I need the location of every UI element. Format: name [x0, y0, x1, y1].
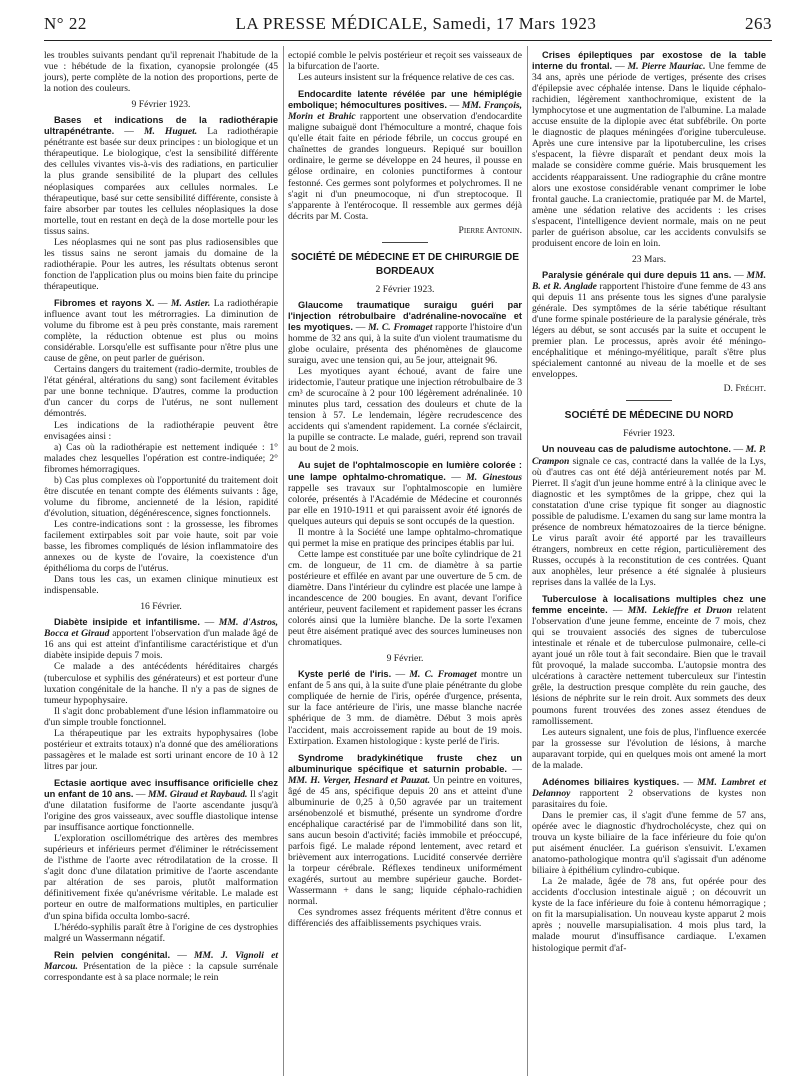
paragraph: Ce malade a des antécédents héréditaires chargés (tuberculose et syphilis des générateurs) et est porteur d'une luxation congénitale de la hanche. Il n'y a pas de signes de tumeur hypophysaire.	[44, 661, 278, 706]
paragraph: Les myotiques ayant échoué, avant de faire une iridectomie, l'auteur pratique une injection rétrobulbaire de 3 cm³ de scurocaïne à 2 pour 100 légèrement adrénalinée. 10 minutes plus tard, cessation des douleurs et chute de la tension à 57. Le lendemain, légère recrudescence des accidents qui s'amendent rapidement. La cornée s'éclaircit, la pupille se contracte. Le malade, guéri, reprend son travail au bout de 2 mois.	[288, 366, 522, 455]
paragraph: Les contre-indications sont : la grossesse, les fibromes facilement extirpables soit par voie haute, soit par voie basse, les fibromes compliqués de lésion inflammatoire des annexes ou de kyste de l'ovaire, la coexistence d'un épithélioma du corps de l'utérus.	[44, 518, 278, 575]
session-date: 9 Février 1923.	[131, 99, 191, 111]
article-title: Paralysie générale qui dure depuis 11 ans.	[542, 269, 732, 280]
paragraph: Ces syndromes assez fréquents méritent d'être connus et différenciés des affaiblissements psychiques vrais.	[288, 907, 522, 930]
article: Crises épileptiques par exostose de la table interne du frontal. — M. Pierre Mauriac. Une femme de 34 ans, après une période de vertiges, présente des crises d'épilepsie avec céphalée intense. Dans le liquide céphalo-rachidien, légèrement xanthochromique, existent de la lymphocytose et une augmentation de l'albumine. La malade accuse ensuite de la diplopie avec état subfébrile. On porte le diagnostic de plaques méningées d'origine tuberculeuse. Après une cure intensive par la lipotuberculine, les crises s'espacent, la fièvre disparaît et pendant deux mois la malade se considère comme guérie. Mais brusquement les accidents réapparaissent. Une radiographie du crâne montre alors une exostose considérable venant comprimer le lobe frontal gauche. La craniectomie, pratiquée par M. de Martel, amène une sédation relative des accidents : les crises s'espacent, l'intelligence devient normale, mais on ne peut parler de guérison absolue, car les accidents convulsifs se produisent encore de loin en loin.	[532, 50, 767, 249]
column-divider	[283, 46, 284, 1076]
article-author: M. Pierre Mauriac.	[627, 61, 706, 73]
article-title: Crises épileptiques par exostose de la table interne du frontal.	[532, 50, 766, 72]
article: Glaucome traumatique suraigu guéri par l'injection rétrobulbaire d'adrénaline-novocaïne et les myotiques. — M. C. Fromaget rapporte l'histoire d'un homme de 32 ans qui, à la suite d'un violent traumatisme du globe oculaire, présenta des phénomènes de glaucome suraigu, avec une tension qui, au 5e jour, atteignait 96.	[288, 299, 522, 367]
article-text: Présentation de la pièce : la capsule surrénale correspondante est à sa place normale; le rein	[44, 960, 278, 983]
paragraph: Dans le premier cas, il s'agit d'une femme de 57 ans, opérée avec le diagnostic d'hydrocholécyste, chez qui on trouva un kyste biliaire de la face inférieure du foie qu'on put aisément énucléer. La guérison s'ensuivit. L'examen anatomo-pathologique montra qu'il s'agissait d'un adénome biliaire à épithélium cylindro-cubique.	[532, 809, 766, 877]
article-text: rapportent 2 observations de kystes non parasitaires du foie.	[532, 787, 766, 810]
article: Au sujet de l'ophtalmoscopie en lumière colorée : une lampe ophtalmo-chromatique. — M. Ginestous rappelle ses travaux sur l'ophtalmoscopie en lumière colorée, présentés à l'Académie de Médecine et couronnés par elle en 1910-1911 et qui paraissent avoir été ignorés de quelques auteurs qui depuis se sont occupés de la question.	[288, 460, 523, 527]
article-author: M. Huguet.	[143, 126, 198, 138]
paragraph: Les auteurs insistent sur la fréquence relative de ces cas.	[298, 72, 515, 84]
article-title: Endocardite latente révélée par une hémiplégie embolique; hémocultures positives.	[288, 89, 522, 111]
article: Endocardite latente révélée par une hémiplégie embolique; hémocultures positives. — MM. François, Morin et Brahic rapportent une observation d'endocardite maligne subaiguë dont l'hémoculture a montré, chaque fois qu'elle était faite en période fébrile, un coccus groupé en chaînettes de grandes longueurs. Repiqué sur bouillon ordinaire, le germe se développe en 24 heures, il pousse en gélose ordinaire, en colonies punctiformes à contour festonné. Ces germes sont polyformes et polychromes. Il ne s'agit ni d'un pneumocoque, ni d'un streptocoque. Il s'apparente à l'entérocoque. Il ressemble aux germes déjà décrits par M. Costa.	[288, 89, 522, 222]
article-author: MM. François, Morin et Brahic	[288, 100, 522, 123]
article-text: relatent l'observation d'une jeune femme, enceinte de 7 mois, chez qui se trouvaient associés des signes de tuberculose intestinale et rénale et de tuberculose pulmonaire, celle-ci ayant joué un rôle tout à fait secondaire. Bien que le travail fût provoqué, la malade succomba. L'autopsie montra des ulcérations à caractère nettement tuberculeux sur l'intestin grêle, la destruction presque complète du rein gauche, des lésions de néphrite sur le rein droit. Aux sommets des deux poumons furent trouvées des zones assez étendues de ramollissement.	[532, 605, 766, 727]
paragraph: Les néoplasmes qui ne sont pas plus radiosensibles que les tissus sains ne seront jamais du domaine de la radiothérapie. Pour les autres, les résultats obtenus seront fonction de l'application plus ou moins bien faite du principe thérapeutique.	[44, 236, 278, 292]
paragraph: La 2e malade, âgée de 78 ans, fut opérée pour des accidents d'occlusion intestinale aiguë ; on découvrit un kyste de la face inférieure du foie à contenu hémorragique ; on fit la marsupialisation. Un nouveau kyste apparut 2 mois après ; nouvelle marsupialisation. 4 mois plus tard, la malade mourut d'insuffisance cardiaque. L'examen histologique permit d'af-	[532, 876, 766, 954]
article-author: M. P. Crampon	[532, 444, 766, 467]
article-title: Glaucome traumatique suraigu guéri par l'injection rétrobulbaire d'adrénaline-novocaïne et les myotiques.	[288, 299, 522, 332]
article-text: Une femme de 34 ans, après une période de vertiges, présente des crises d'épilepsie avec céphalée intense. Dans le liquide céphalo-rachidien, légèrement xanthochromique, existent de la lymphocytose et une augmentation de l'albumine. La malade accuse ensuite de la diplopie avec état subfébrile. On porte le diagnostic de plaques méningées d'origine tuberculeuse. Après une cure intensive par la lipotuberculine, les crises s'espacent, la fièvre disparaît et pendant deux mois la malade se considère comme guérie. Mais brusquement les accidents réapparaissent. Une radiographie du crâne montre alors une exostose considérable venant comprimer le lobe frontal gauche. La craniectomie, pratiquée par M. de Martel, amène une sédation relative des accidents : les crises s'espacent, l'intelligence devient normale, mais on ne peut parler de guérison absolue, car les accidents convulsifs se produisent encore de loin en loin.	[532, 61, 767, 249]
paragraph: les troubles suivants pendant qu'il reprenait l'habitude de la vue : hébétude de la fixation, cyanopsie prolongée (45 jours), perte complète de la notion des proportions, perte de la notion des couleurs.	[44, 50, 278, 95]
article-text: rapportent une observation d'endocardite maligne subaiguë dont l'hémoculture a montré, chaque fois qu'elle était faite en période fébrile, un coccus groupé en chaînettes de grandes longueurs. Repiqué sur bouillon ordinaire, le germe se développe en 24 heures, il pousse en gélose ordinaire, en colonies punctiformes à contour festonné. Ces germes sont polyformes et polychromes. Il ne s'agit ni d'un pneumocoque, ni d'un streptocoque. Il s'apparente à l'entérocoque. Il ressemble aux germes déjà décrits par M. Costa.	[288, 111, 522, 222]
article-author: MM. J. Vignoli et Marcou.	[44, 949, 279, 972]
paragraph: Les indications de la radiothérapie peuvent être envisagées ainsi :	[44, 419, 278, 442]
signature: Pierre Antonin.	[458, 224, 522, 236]
paragraph: L'hérédo-syphilis paraît être à l'origine de ces dystrophies malgré un Wassermann négatif.	[44, 921, 278, 944]
issue-number: N° 22	[44, 14, 87, 33]
article-author: MM. Lambret et Delannoy	[532, 776, 766, 799]
article-author: M. Ginestous	[466, 471, 523, 483]
article: Kyste perlé de l'iris. — M. C. Fromaget montre un enfant de 5 ans qui, à la suite d'une plaie pénétrante du globe compliquée de hernie de l'iris, opérée d'urgence, présenta, sur la face antérieure de l'iris, une masse blanche nacrée sphérique de 3 mm. de diamètre. Début 3 mois après l'accident, mais accroissement rapide au bout de 19 mois. Extirpation. Examen histologique : kyste perlé de l'iris.	[288, 669, 523, 747]
article: Fibromes et rayons X. — M. Astier. La radiothérapie influence avant tout les métrorragies. La diminution de volume du fibrome est à peu près constante, mais rarement complète, la réduction obtenue est plus ou moins considérable. Lorsqu'elle est suffisante pour n'être plus une cause de gêne, on peut parler de guérison.	[44, 297, 278, 365]
article-author: M. Astier.	[170, 297, 211, 309]
article-text: montre un enfant de 5 ans qui, à la suite d'une plaie pénétrante du globe compliquée de hernie de l'iris, opérée d'urgence, présenta, sur la face antérieure de l'iris, une masse blanche nacrée sphérique de 3 mm. de diamètre. Début 3 mois après l'accident, mais accroissement rapide au bout de 19 mois. Extirpation. Examen histologique : kyste perlé de l'iris.	[288, 669, 523, 747]
page-number: 263	[745, 14, 772, 33]
article-text: Un peintre en voitures, âgé de 45 ans, spécifique depuis 20 ans et atteint d'une albuminurie de 0,25 à 0,50 agravée par un traitement arsénobenzolé et bismuthé, présente un syndrome d'ordre encéphalique caractérisé par de l'immobilité dans son lit, sans aucun besoin d'activité; faciès immobile et préoccupé, parfois figé. Le malade répond lentement, avec retard et brièvement aux interrogations. Lucidité conservée derrière la torpeur cérébrale. Réflexes tendineux uniformément exagérés, surtout au membre supérieur gauche. Bordet-Wassermann + dans le sang; liquide céphalo-rachidien normal.	[288, 774, 522, 908]
article-author: MM. H. Verger, Hesnard et Pauzat.	[288, 774, 430, 786]
paragraph: Cette lampe est constituée par une boîte cylindrique de 21 cm. de longueur, de 11 cm. de diamètre à sa partie postérieure et effilée en avant par une ouverture de 5 cm. de diamètre. Dans l'intérieur du cylindre est placée une lampe à incandescence de 200 bougies. En avant, devant l'orifice antérieur, peuvent facilement et rapidement passer les écrans colorés ainsi que la lumière blanche. De la sorte l'examen peut être aisément pratiqué avec des sources lumineuses non chromatiques.	[288, 548, 522, 649]
article: Adénomes biliaires kystiques. — MM. Lambret et Delannoy rapportent 2 observations de kystes non parasitaires du foie.	[532, 776, 766, 810]
signature: D. Frécht.	[723, 383, 766, 395]
article-title: Bases et indications de la radiothérapie ultrapénétrante.	[44, 115, 278, 137]
paragraph: Certains dangers du traitement (radio-dermite, troubles de l'état général, altérations du sang) sont facilement évitables par une bonne technique. D'autres, comme la production d'un cancer du corps de l'utérus, ne sont nullement démontrés.	[44, 364, 278, 420]
article-title: Syndrome bradykinétique fruste chez un albuminurique spécifique et saturnin probable.	[288, 752, 522, 774]
article-author: MM. B. et R. Anglade	[532, 269, 767, 292]
session-date: Février 1923.	[623, 428, 675, 440]
article-author: MM. d'Astros, Bocca et Giraud	[44, 617, 279, 640]
society-heading: SOCIÉTÉ DE MÉDECINE ET DE CHIRURGIE DE BORDEAUX	[290, 251, 520, 277]
page-header	[44, 14, 772, 38]
article-title: Ectasie aortique avec insuffisance orificielle chez un enfant de 10 ans.	[44, 777, 278, 799]
article-title: Adénomes biliaires kystiques.	[542, 776, 680, 787]
separator	[382, 242, 428, 243]
column-3	[532, 50, 766, 954]
article-title: Au sujet de l'ophtalmoscopie en lumière colorée : une lampe ophtalmo-chromatique.	[288, 460, 522, 482]
article-title: Un nouveau cas de paludisme autochtone.	[542, 444, 731, 455]
article-text: Il s'agit d'une dilatation fusiforme de l'aorte ascendante jusqu'à l'origine des gros vaisseaux, avec souffle diastolique intense par insuffisance aortique fonctionnelle.	[44, 789, 279, 834]
column-2	[288, 50, 522, 929]
session-date: 2 Février 1923.	[375, 283, 435, 295]
article-text: rappelle ses travaux sur l'ophtalmoscopie en lumière colorée, présentés à l'Académie de Médecine et couronnés par elle en 1910-1911 et qui paraissent avoir été ignorés de quelques auteurs qui depuis se sont occupés de la question.	[288, 482, 522, 527]
separator	[626, 400, 672, 401]
paragraph: b) Cas plus complexes où l'opportunité du traitement doit être discutée en tenant compte des éléments suivants : âge, volume du fibrome, ancienneté de la lésion, rapidité d'évolution, situation, dégénérescence, signes fonctionnels.	[44, 474, 278, 519]
article: Syndrome bradykinétique fruste chez un albuminurique spécifique et saturnin probable. — MM. H. Verger, Hesnard et Pauzat. Un peintre en voitures, âgé de 45 ans, spécifique depuis 20 ans et atteint d'une albuminurie de 0,25 à 0,50 agravée par un traitement arsénobenzolé et bismuthé, présente un syndrome d'ordre encéphalique caractérisé par de l'immobilité dans son lit, sans aucun besoin d'activité; faciès immobile et préoccupé, parfois figé. Le malade répond lentement, avec retard et brièvement aux interrogations. Lucidité conservée derrière la torpeur cérébrale. Réflexes tendineux uniformément exagérés, surtout au membre supérieur gauche. Bordet-Wassermann + dans le sang; liquide céphalo-rachidien normal.	[288, 752, 522, 908]
article: Ectasie aortique avec insuffisance orificielle chez un enfant de 10 ans. — MM. Giraud et Raybaud. Il s'agit d'une dilatation fusiforme de l'aorte ascendante jusqu'à l'origine des gros vaisseaux, avec souffle diastolique intense par insuffisance aortique fonctionnelle.	[44, 777, 279, 834]
article-text: signale ce cas, contracté dans la vallée de la Lys, où d'autres cas ont été déjà antérieurement notés par M. Pierret. Il s'agit d'un jeune homme entré à la clinique avec le diagnostic et les symptômes de la grippe, chez qui la constatation d'une crise typique fit songer au diagnostic possible de paludisme. L'examen du sang sur lame montra la présence de nombreux hématozoaires de la tierce bénigne. Le virus paraît avoir été apporté par les travailleurs étrangers, nombreux en cette région, particulièrement des Russes, occupés à la reconstitution de ces contrées. Quant aux anophèles, leur présence a été signalée à plusieurs reprises dans la vallée de la Lys.	[532, 455, 766, 589]
header-rule	[44, 40, 772, 41]
article-title: Kyste perlé de l'iris.	[298, 669, 392, 680]
article: Bases et indications de la radiothérapie ultrapénétrante. — M. Huguet. La radiothérapie pénétrante est basée sur deux principes : un biologique et un thérapeutique. Le biologique, c'est la sensibilité différente des cellules vivantes vis-à-vis des radiations, en particulier la plus grande sensibilité de la plupart des cellules néoplasiques comparées aux cellules normales. Le thérapeutique, basé sur cette sensibilité différente, consiste à faire absorber par toutes les cellules néoplasiques la dose mortelle, tout en restant en deçà de la dose mortelle pour les tissus sains.	[44, 115, 279, 237]
article-text: apportent l'observation d'un malade âgé de 16 ans qui est atteint d'infantilisme caractéristique et d'un diabète insipide depuis 7 mois.	[44, 628, 278, 662]
paragraph: La thérapeutique par les extraits hypophysaires (lobe postérieur et extraits totaux) n'a donné que des améliorations passagères et le malade est sorti urinant encore de 10 à 12 litres par jour.	[44, 727, 278, 772]
paragraph: Dans tous les cas, un examen clinique minutieux est indispensable.	[44, 574, 278, 597]
paragraph: a) Cas où la radiothérapie est nettement indiquée : 1° malades chez lesquelles l'opération est contre-indiquée; 2° fibromes hémorragiques.	[44, 441, 278, 475]
article-title: Diabète insipide et infantilisme.	[54, 617, 200, 628]
paragraph: Les auteurs signalent, une fois de plus, l'influence exercée par la grossesse sur l'évolution de lésions, à marche auparavant torpide, qui en quelques mois ont amené la mort de la malade.	[532, 726, 766, 771]
column-1	[44, 50, 278, 983]
article-author: MM. Giraud et Raybaud.	[147, 789, 248, 800]
article-text: rapporte l'histoire d'un homme de 32 ans qui, à la suite d'un violent traumatisme du globe oculaire, présenta des phénomènes de glaucome suraigu, avec une tension qui, au 5e jour, atteignait 96.	[288, 321, 522, 367]
session-date: 9 Février.	[386, 653, 424, 665]
journal-title: LA PRESSE MÉDICALE, Samedi, 17 Mars 1923	[235, 14, 597, 33]
article-author: MM. Lekieffre et Druon	[627, 605, 732, 617]
society-heading: SOCIÉTÉ DE MÉDECINE DU NORD	[564, 410, 734, 422]
session-date: 16 Février.	[140, 601, 182, 613]
paragraph: Il montre à la Société une lampe ophtalmo-chromatique qui permet la mise en pratique des principes établis par lui.	[288, 526, 522, 549]
session-date: 23 Mars.	[631, 253, 667, 265]
article-title: Fibromes et rayons X.	[54, 297, 155, 308]
article: Rein pelvien congénital. — MM. J. Vignoli et Marcou. Présentation de la pièce : la capsule surrénale correspondante est à sa place normale; le rein	[44, 949, 279, 983]
article: Un nouveau cas de paludisme autochtone. — M. P. Crampon signale ce cas, contracté dans la vallée de la Lys, où d'autres cas ont été déjà antérieurement notés par M. Pierret. Il s'agit d'un jeune homme entré à la clinique avec le diagnostic et les symptômes de la grippe, chez qui la constatation d'une crise typique fit songer au diagnostic possible de paludisme. L'examen du sang sur lame montra la présence de nombreux hématozoaires de la tierce bénigne. Le virus paraît avoir été apporté par les travailleurs étrangers, nombreux en cette région, particulièrement des Russes, occupés à la reconstitution de ces contrées. Quant aux anophèles, leur présence a été signalée à plusieurs reprises dans la vallée de la Lys.	[532, 444, 766, 589]
article-text: La radiothérapie influence avant tout les métrorragies. La diminution de volume du fibrome est à peu près constante, mais rarement complète, la réduction obtenue est plus ou moins considérable. Lorsqu'elle est suffisante pour n'être plus une cause de gêne, on peut parler de guérison.	[44, 297, 278, 365]
article-author: M. C. Fromaget	[409, 669, 477, 681]
paragraph: L'exploration oscillométrique des artères des membres supérieurs et inférieurs permet d'éliminer le rétrécissement de l'isthme de l'aorte avec rétrodilatation de la crosse. Il s'agit donc d'une dilatation primitive de l'aorte ascendante par altération de ses parois, plutôt malformation définitivement fixée qu'anévrisme véritable. Le malade est porteur en outre de malformations multiples, en particulier d'un spina bifida occulta lombo-sacré.	[44, 833, 278, 922]
article-title: Tuberculose à localisations multiples chez une femme enceinte.	[532, 594, 766, 616]
article-text: rapportent l'histoire d'une femme de 43 ans qui depuis 11 ans présente tous les signes d'une paralysie générale. Des symptômes de la série tabétique résultant d'une forme spinale postérieure de la paralysie générale, très légers au début, se sont accusés par la suite et occupent le premier plan. Le processus, après avoir été méningo-encéphalitique et méningo-myélitique, paraît s'être plus spécialement cantonné au niveau de la moelle et de ses enveloppes.	[532, 280, 767, 381]
article: Diabète insipide et infantilisme. — MM. d'Astros, Bocca et Giraud apportent l'observation d'un malade âgé de 16 ans qui est atteint d'infantilisme caractéristique et d'un diabète insipide depuis 7 mois.	[44, 617, 279, 662]
column-divider	[527, 46, 528, 1076]
paragraph: ectopié comble le pelvis postérieur et reçoit ses vaisseaux de la bifurcation de l'aorte.	[288, 50, 522, 73]
article-text: La radiothérapie pénétrante est basée sur deux principes : un biologique et un thérapeutique. Le biologique, c'est la sensibilité différente des cellules vivantes vis-à-vis des radiations, en particulier la plus grande sensibilité de la plupart des cellules néoplasiques comparées aux cellules normales. Le thérapeutique, basé sur cette sensibilité différente, consiste à faire absorber par toutes les cellules néoplasiques la dose mortelle, tout en restant en deçà de la dose mortelle pour les tissus sains.	[44, 126, 279, 237]
paragraph: Il s'agit donc probablement d'une lésion inflammatoire ou d'un simple trouble fonctionnel.	[44, 705, 278, 728]
article: Tuberculose à localisations multiples chez une femme enceinte. — MM. Lekieffre et Druon relatent l'observation d'une jeune femme, enceinte de 7 mois, chez qui se trouvaient associés des signes de tuberculose intestinale et rénale et de tuberculose pulmonaire, celle-ci ayant joué un rôle tout à fait secondaire. Bien que le travail fût provoqué, la malade succomba. L'autopsie montra des ulcérations à caractère nettement tuberculeux sur l'intestin grêle, la destruction presque complète du rein gauche, des lésions de néphrite sur le rein droit. Aux sommets des deux poumons furent trouvées des zones assez étendues de ramollissement.	[532, 594, 766, 727]
article-author: M. C. Fromaget	[368, 321, 433, 333]
article: Paralysie générale qui dure depuis 11 ans. — MM. B. et R. Anglade rapportent l'histoire d'une femme de 43 ans qui depuis 11 ans présente tous les signes d'une paralysie générale. Des symptômes de la série tabétique résultant d'une forme spinale postérieure de la paralysie générale, très légers au début, se sont accusés par la suite et occupent le premier plan. Le processus, après avoir été méningo-encéphalitique et méningo-myélitique, paraît s'être plus spécialement cantonné au niveau de la moelle et de ses enveloppes.	[532, 269, 767, 381]
article-title: Rein pelvien congénital.	[54, 949, 171, 960]
